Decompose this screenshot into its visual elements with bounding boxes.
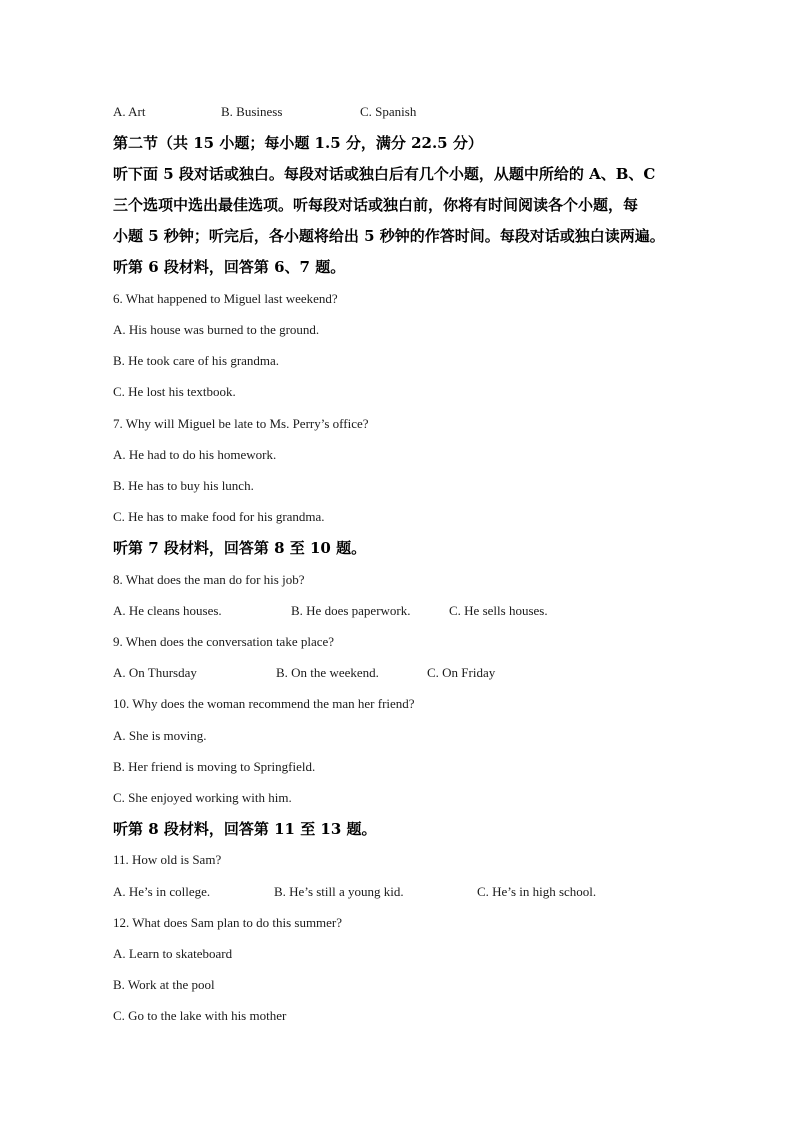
q12-option-c: C. Go to the lake with his mother	[113, 1008, 287, 1023]
q10-option-c: C. She enjoyed working with him.	[113, 790, 292, 805]
instructions-line-3: 小题 5 秒钟；听完后，各小题将给出 5 秒钟的作答时间。每段对话或独白读两遍。	[113, 227, 665, 245]
instructions-line-1: 听下面 5 段对话或独白。每段对话或独白后有几个小题，从题中所给的 A、B、C	[113, 165, 656, 183]
q8-option-c: C. He sells houses.	[449, 603, 548, 618]
q9-option-b: B. On the weekend.	[276, 665, 379, 680]
q12-question: 12. What does Sam plan to do this summer?	[113, 915, 343, 930]
q11-option-b: B. He’s still a young kid.	[274, 884, 404, 899]
q8-option-b: B. He does paperwork.	[291, 603, 411, 618]
section-header: 第二节（共 15 小题；每小题 1.5 分，满分 22.5 分）	[113, 134, 483, 152]
q5-option-b: B. Business	[221, 104, 283, 119]
q7-option-a: A. He had to do his homework.	[113, 447, 277, 462]
q9-option-c: C. On Friday	[427, 665, 496, 680]
q7-option-b: B. He has to buy his lunch.	[113, 478, 254, 493]
q11-option-c: C. He’s in high school.	[477, 884, 597, 899]
part8-header: 听第 8 段材料，回答第 11 至 13 题。	[113, 820, 377, 838]
q6-option-a: A. His house was burned to the ground.	[113, 322, 320, 337]
q6-option-c: C. He lost his textbook.	[113, 384, 236, 399]
q11-option-a: A. He’s in college.	[113, 884, 211, 899]
q5-option-a: A. Art	[113, 104, 146, 119]
q12-option-a: A. Learn to skateboard	[113, 946, 233, 961]
q9-option-a: A. On Thursday	[113, 665, 197, 680]
q5-option-c: C. Spanish	[360, 104, 417, 119]
q8-option-a: A. He cleans houses.	[113, 603, 222, 618]
q6-option-b: B. He took care of his grandma.	[113, 353, 280, 368]
q9-question: 9. When does the conversation take place?	[113, 634, 335, 649]
q12-option-b: B. Work at the pool	[113, 977, 215, 992]
q10-option-a: A. She is moving.	[113, 728, 207, 743]
q10-option-b: B. Her friend is moving to Springfield.	[113, 759, 316, 774]
part7-header: 听第 7 段材料，回答第 8 至 10 题。	[113, 539, 367, 557]
q6-question: 6. What happened to Miguel last weekend?	[113, 291, 338, 306]
q10-question: 10. Why does the woman recommend the man her friend?	[113, 696, 415, 711]
part6-header: 听第 6 段材料，回答第 6、7 题。	[113, 258, 346, 276]
q7-question: 7. Why will Miguel be late to Ms. Perry’s office?	[113, 416, 369, 431]
q7-option-c: C. He has to make food for his grandma.	[113, 509, 325, 524]
instructions-line-2: 三个选项中选出最佳选项。听每段对话或独白前，你将有时间阅读各个小题，每	[113, 196, 639, 214]
q8-question: 8. What does the man do for his job?	[113, 572, 305, 587]
q11-question: 11. How old is Sam?	[113, 852, 222, 867]
